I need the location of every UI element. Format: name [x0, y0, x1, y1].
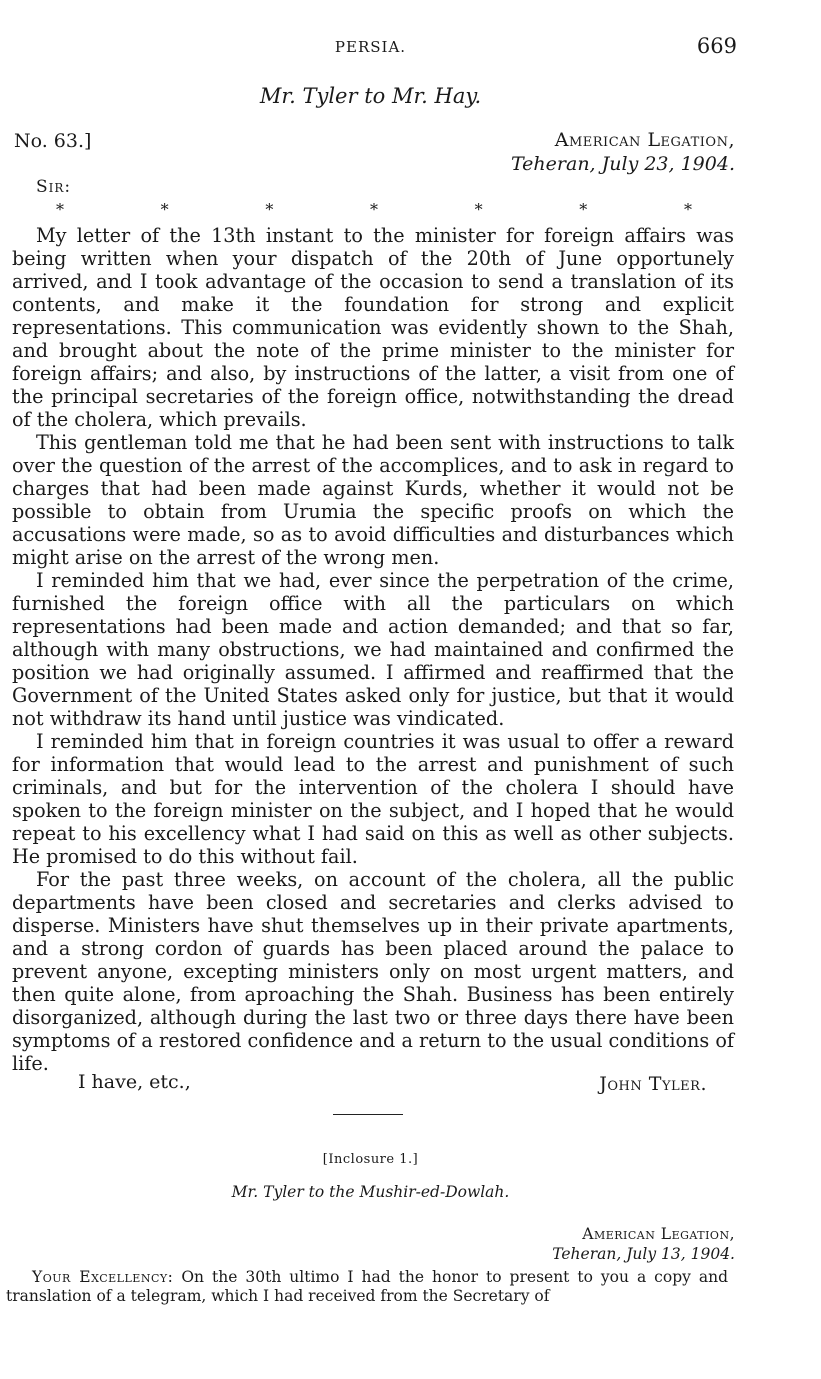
star: *	[160, 200, 169, 219]
dateline	[511, 128, 735, 176]
inclosure-paragraph	[6, 1268, 728, 1306]
inclosure-place: American Legation,	[582, 1225, 735, 1243]
running-title: PERSIA.	[334, 38, 407, 56]
paragraph: My letter of the 13th instant to the minister for foreign affairs was being written when your dispatch of the 20th of June opportunely arrived, and I took advantage of the occasion to send a translation of its contents, and make it the foundation for strong and explicit representations. This communication was evidently shown to the Shah, and brought about the note of the prime minister to the minister for foreign affairs; and also, by instructions of the latter, a visit from one of the principal secretaries of the foreign office, notwithstanding the dread of the cholera, which prevails.	[12, 224, 734, 431]
inclosure-address: Your Excellency:	[32, 1268, 174, 1286]
star: *	[56, 200, 64, 219]
salutation: Sir:	[36, 177, 72, 197]
star: *	[579, 200, 588, 219]
dateline-date: Teheran, July 23, 1904.	[510, 153, 735, 175]
inclosure-label: [Inclosure 1.]	[322, 1152, 419, 1167]
section-divider	[333, 1114, 403, 1115]
dispatch-number: No. 63.]	[14, 130, 92, 152]
closing: I have, etc.,	[78, 1071, 191, 1093]
page-number: 669	[696, 34, 737, 58]
letter-heading: Mr. Tyler to Mr. Hay.	[259, 84, 482, 108]
star: *	[474, 200, 483, 219]
ellipsis-stars	[56, 200, 692, 219]
star: *	[369, 200, 378, 219]
paragraph: This gentleman told me that he had been sent with instructions to talk over the question of the arrest of the accomplices, and to ask in regard to charges that had been made against Kurds, whether it would not be possible to obtain from Urumia the specific proofs on which the accusations were made, so as to avoid difficulties and disturbances which might arise on the arrest of the wrong men.	[12, 431, 734, 569]
inclosure-text: On the 30th ultimo I had the honor to present to you a copy and translation of a telegram, which I had received from the Secretary of	[6, 1268, 729, 1305]
signature: John Tyler.	[599, 1073, 707, 1095]
letter-body	[12, 224, 734, 1075]
inclosure-date: Teheran, July 13, 1904.	[552, 1245, 735, 1263]
star: *	[683, 200, 692, 219]
inclosure-body	[6, 1268, 728, 1306]
star: *	[265, 200, 274, 219]
paragraph: I reminded him that we had, ever since the perpetration of the crime, furnished the foreign office with all the particulars on which representations had been made and action demanded; and that so far, although with many obstructions, we had maintained and confirmed the position we had originally assumed. I affirmed and reaffirmed that the Government of the United States asked only for justice, but that it would not withdraw its hand until justice was vindicated.	[12, 569, 734, 730]
inclosure-dateline	[552, 1224, 735, 1264]
paragraph: I reminded him that in foreign countries it was usual to offer a reward for information that would lead to the arrest and punishment of such criminals, and but for the intervention of the cholera I should have spoken to the foreign minister on the subject, and I hoped that he would repeat to his excellency what I had said on this as well as other subjects. He promised to do this without fail.	[12, 730, 734, 868]
paragraph: For the past three weeks, on account of the cholera, all the public departments have been closed and secretaries and clerks advised to disperse. Ministers have shut themselves up in their private apartments, and a strong cordon of guards has been placed around the palace to prevent anyone, excepting ministers only on most urgent matters, and then quite alone, from aproaching the Shah. Business has been entirely disorganized, although during the last two or three days there have been symptoms of a restored confidence and a return to the usual conditions of life.	[12, 868, 734, 1075]
dateline-place: American Legation,	[554, 129, 735, 151]
running-head	[0, 34, 821, 58]
inclosure-heading: Mr. Tyler to the Mushir-ed-Dowlah.	[231, 1183, 510, 1201]
